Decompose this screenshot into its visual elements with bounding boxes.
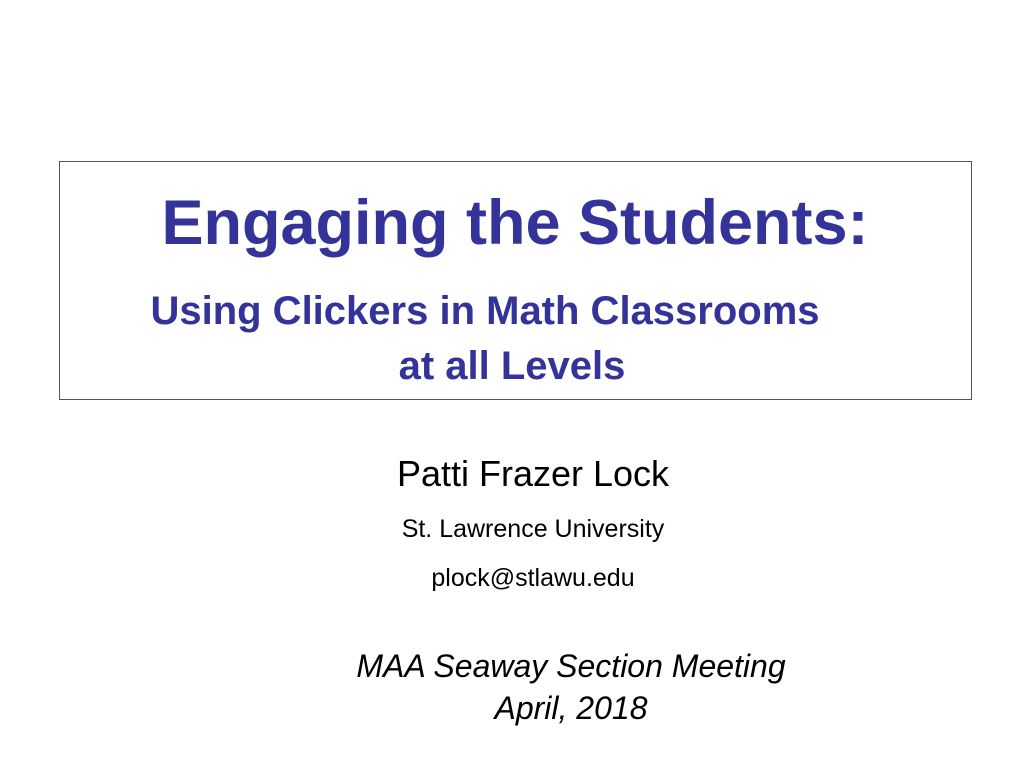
slide-subtitle-line-2: at all Levels [398,344,626,388]
author-name: Patti Frazer Lock [396,453,670,494]
author-affiliation: St. Lawrence University [401,515,665,543]
event-name: MAA Seaway Section Meeting [356,648,786,684]
author-email: plock@stlawu.edu [431,564,635,592]
slide-subtitle-line-1: Using Clickers in Math Classrooms [150,289,820,333]
event-date: April, 2018 [494,690,648,726]
slide-title: Engaging the Students: [161,188,869,258]
